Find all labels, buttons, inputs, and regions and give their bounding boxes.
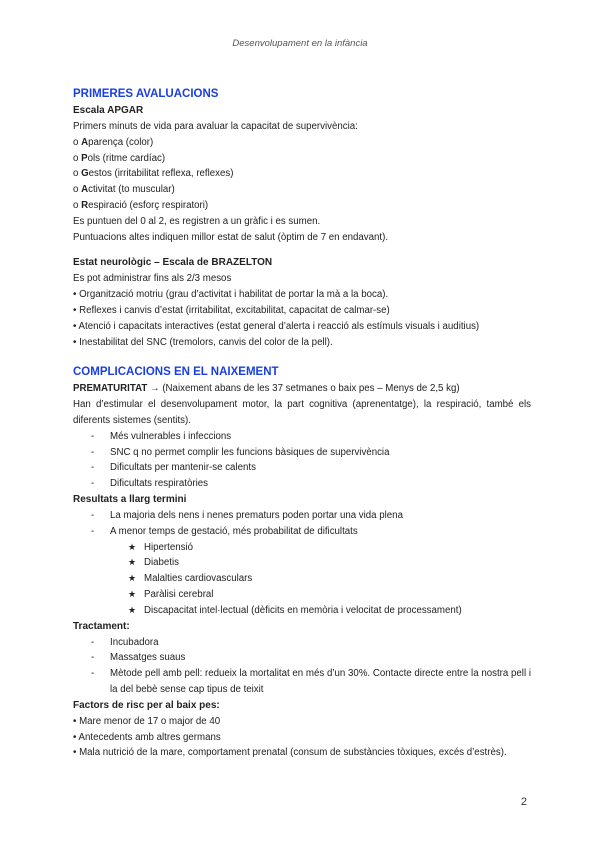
star-list-item: ★ Malalties cardiovasculars <box>73 571 531 587</box>
risk-item: • Antecedents amb altres germans <box>73 731 221 743</box>
star-icon: ★ <box>128 604 137 615</box>
risk-factors-title: Factors de risc per al baix pes: <box>73 699 220 711</box>
apgar-note-scoring: Es puntuen del 0 al 2, es registren a un gràfic i es sumen. <box>73 215 321 227</box>
brazelton-item: • Inestabilitat del SNC (tremolors, canvis del color de la pell). <box>73 336 333 348</box>
brazelton-item: • Organització motriu (grau d’activitat i habilitat de portar la mà a la boca). <box>73 289 389 301</box>
document-body <box>73 86 531 761</box>
list-item: - Massatges suaus <box>91 652 186 664</box>
list-item: - Dificultats per mantenir-se calents <box>91 462 256 474</box>
star-icon: ★ <box>128 573 137 584</box>
star-icon: ★ <box>128 588 137 599</box>
star-list-item: ★ Discapacitat intel·lectual (dèficits en memòria i velocitat de processament) <box>73 603 531 619</box>
treatment-title: Tractament: <box>73 620 130 632</box>
brazelton-item: • Reflexes i canvis d’estat (irritabilitat, excitabilitat, capacitat de calmar-se) <box>73 304 390 316</box>
apgar-item: o Aparença (color) <box>73 136 154 148</box>
apgar-title: Escala APGAR <box>73 105 144 116</box>
list-item: - SNC q no permet complir les funcions bàsiques de supervivència <box>91 446 390 458</box>
brazelton-intro: Es pot administrar fins als 2/3 mesos <box>73 273 232 285</box>
risk-item: • Mare menor de 17 o major de 40 <box>73 715 221 727</box>
apgar-intro: Primers minuts de vida para avaluar la capacitat de supervivència: <box>73 121 358 132</box>
brazelton-title: Estat neurològic – Escala de BRAZELTON <box>73 257 273 269</box>
star-list-item: ★ Hipertensió <box>73 540 531 556</box>
star-list-item: ★ Paràlisi cerebral <box>73 587 531 603</box>
list-item: - Més vulnerables i infeccions <box>91 430 232 442</box>
apgar-item: o Gestos (irritabilitat reflexa, reflexes) <box>73 168 234 180</box>
brazelton-item: • Atenció i capacitats interactives (estat general d’alerta i reacció als estímuls visuals i auditius) <box>73 320 480 332</box>
stimulation-paragraph: Han d’estimular el desenvolupament motor, la part cognitiva (aprenentatge), la respiració, també els diferents sistemes (sentits). <box>73 399 531 426</box>
star-icon: ★ <box>128 557 137 568</box>
star-icon: ★ <box>128 541 137 552</box>
list-item: - A menor temps de gestació, més probabilitat de dificultats <box>91 525 358 537</box>
apgar-item: o Activitat (to muscular) <box>73 184 175 196</box>
section-title-complicacions: COMPLICACIONS EN EL NAIXEMENT <box>73 366 279 379</box>
list-item: - Incubadora <box>91 636 159 648</box>
page-number: 2 <box>520 796 527 808</box>
list-item: - Dificultats respiratòries <box>91 478 208 490</box>
list-item: - La majoria dels nens i nenes prematurs poden portar una vida plena <box>91 509 403 521</box>
section-title-primeres-avaluacions: PRIMERES AVALUACIONS <box>73 88 219 100</box>
apgar-item: o Pols (ritme cardíac) <box>73 152 166 164</box>
apgar-note-optimal: Puntuacions altes indiquen millor estat de salut (òptim de 7 en endavant). <box>73 231 389 243</box>
star-list-item: ★ Diabetis <box>73 555 531 571</box>
long-term-title: Resultats a llarg termini <box>73 493 187 505</box>
list-item: - Mètode pell amb pell: redueix la mortalitat en més d’un 30%. Contacte directe entre la nostra pell i la del bebè sense cap tipus de teixit <box>91 668 531 695</box>
risk-item: • Mala nutrició de la mare, comportament prenatal (consum de substàncies tòxiques, excés d’estrès). <box>73 747 507 759</box>
apgar-item: o Respiració (esforç respiratori) <box>73 199 209 211</box>
prematuritat-line: PREMATURITAT → (Naixement abans de les 37 setmanes o baix pes – Menys de 2,5 kg) <box>73 383 460 395</box>
page-header: Desenvolupament en la infància <box>232 38 368 49</box>
